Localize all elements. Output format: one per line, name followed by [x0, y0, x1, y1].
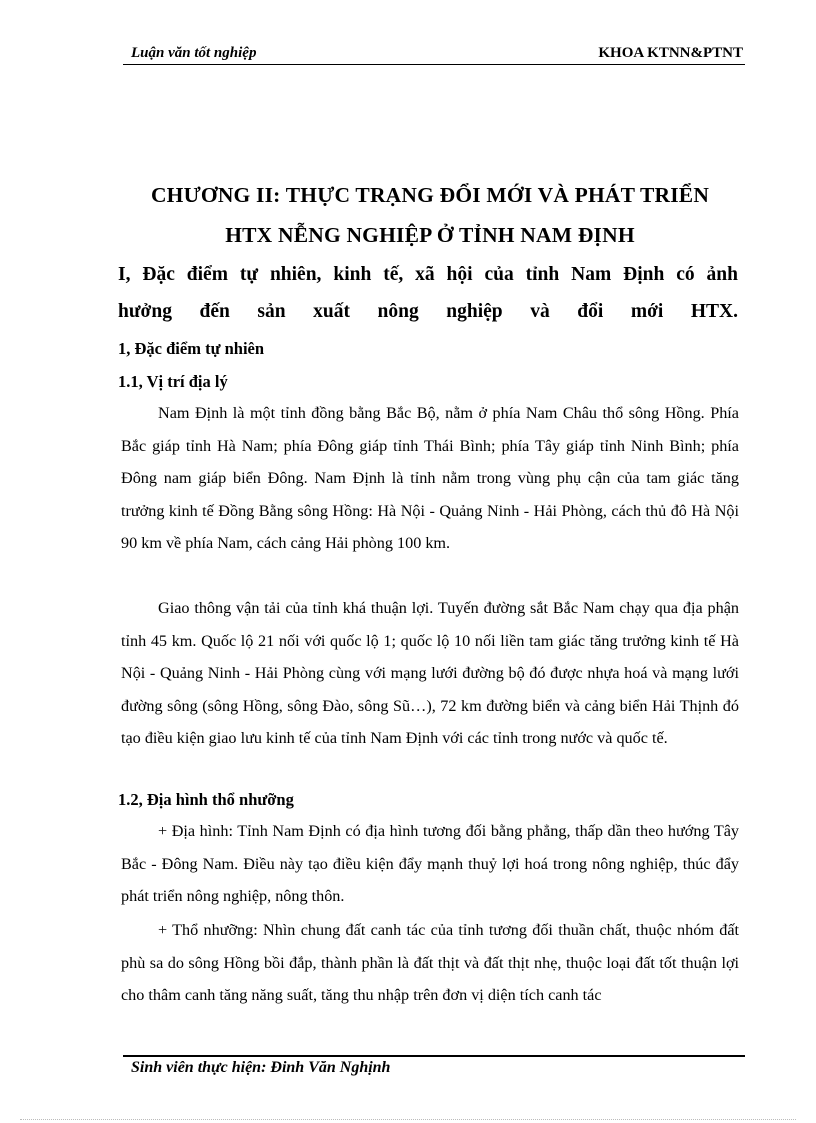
- section-title-line2: hưởng đến sản xuất nông nghiệp và đổi mới HTX.: [118, 301, 738, 322]
- page-header: [123, 44, 745, 65]
- page-bottom-border: [20, 1119, 796, 1120]
- heading-geographic-location: 1.1, Vị trí địa lý: [118, 372, 228, 391]
- paragraph-soil: + Thổ nhưỡng: Nhìn chung đất canh tác của tỉnh tương đối thuần chất, thuộc nhóm đất phù sa do sông Hồng bồi đắp, thành phần là đất thịt và đất thịt nhẹ, thuộc loại đất tốt thuận lợi cho thâm canh tăng năng suất, tăng thu nhập trên đơn vị diện tích canh tác: [121, 921, 739, 1004]
- paragraph-terrain: + Địa hình: Tỉnh Nam Định có địa hình tương đối bằng phẳng, thấp dần theo hướng Tây Bắc - Đông Nam. Điều này tạo điều kiện đẩy mạnh thuỷ lợi hoá trong nông nghiệp, thúc đẩy phát triển nông nghiệp, nông thôn.: [121, 822, 739, 905]
- paragraph-location: Nam Định là một tỉnh đồng bằng Bắc Bộ, nằm ở phía Nam Châu thổ sông Hồng. Phía Bắc giáp tỉnh Hà Nam; phía Đông giáp tỉnh Thái Bình; phía Tây giáp tỉnh Ninh Bình; phía Đông nam giáp biển Đông. Nam Định là tỉnh nằm trong vùng phụ cận của tam giác tăng trưởng kinh tế Đồng Bằng sông Hồng: Hà Nội - Quảng Ninh - Hải Phòng, cách thủ đô Hà Nội 90 km về phía Nam, cách cảng Hải phòng 100 km.: [121, 404, 739, 552]
- section-title-line1: I, Đặc điểm tự nhiên, kinh tế, xã hội của tỉnh Nam Định có ảnh: [118, 264, 738, 285]
- header-thesis-label: Luận văn tốt nghiệp: [131, 45, 257, 61]
- chapter-title-line1: CHƯƠNG II: THỰC TRẠNG ĐỔI MỚI VÀ PHÁT TRIỂN: [150, 183, 710, 207]
- heading-natural-features: 1, Đặc điểm tự nhiên: [118, 339, 265, 358]
- footer-student-name: Sinh viên thực hiện: Đinh Văn Nghịnh: [131, 1059, 391, 1076]
- paragraph-transport: Giao thông vận tải của tỉnh khá thuận lợi. Tuyến đường sắt Bắc Nam chạy qua địa phận tỉnh 45 km. Quốc lộ 21 nối với quốc lộ 1; quốc lộ 10 nối liền tam giác tăng trưởng kinh tế Hà Nội - Quảng Ninh - Hải Phòng cùng với mạng lưới đường bộ đó được nhựa hoá và mạng lưới đường sông (sông Hồng, sông Đào, sông Sũ…), 72 km đường biển và cảng biển Hải Thịnh đó tạo điều kiện giao lưu kinh tế của tỉnh Nam Định với các tỉnh trong nước và quốc tế.: [121, 599, 739, 747]
- header-faculty-label: KHOA KTNN&PTNT: [598, 45, 743, 61]
- heading-terrain-soil: 1.2, Địa hình thổ nhưỡng: [118, 790, 294, 809]
- footer-divider: [123, 1055, 745, 1057]
- chapter-title-line2: HTX NỄNG NGHIỆP Ở TỈNH NAM ĐỊNH: [225, 223, 635, 247]
